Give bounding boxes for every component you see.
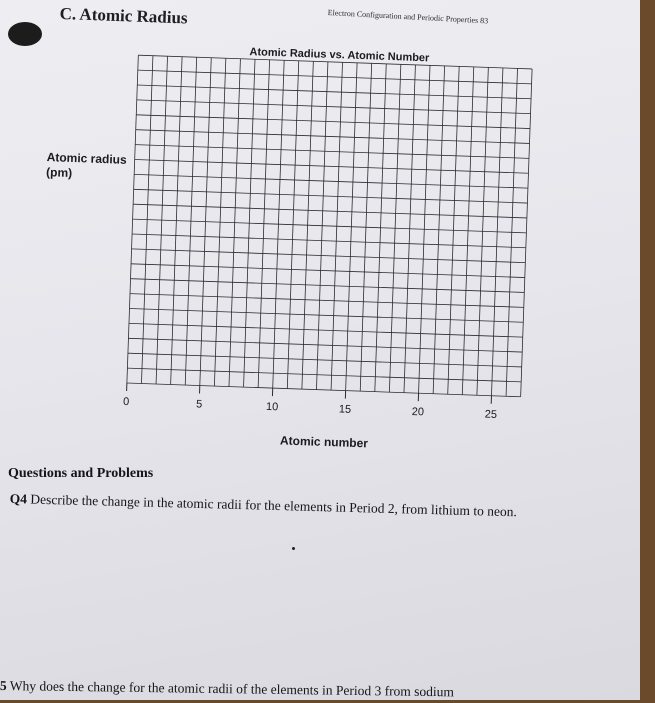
grid-line-horizontal: [134, 174, 528, 188]
question-4-number: Q4: [10, 491, 28, 506]
grid-line-horizontal: [134, 189, 528, 203]
grid-line-horizontal: [138, 55, 532, 69]
grid-line-horizontal: [131, 279, 525, 293]
grid-line-horizontal: [136, 115, 530, 129]
grid-line-horizontal: [136, 130, 530, 144]
grid-line-horizontal: [133, 219, 527, 233]
x-tick-label: 10: [266, 401, 279, 413]
grid-line-horizontal: [130, 294, 524, 308]
x-tick-label: 15: [339, 403, 352, 415]
question-5-number: 5: [0, 678, 7, 693]
x-tick-label: 20: [412, 406, 425, 418]
chart-title: Atomic Radius vs. Atomic Number: [249, 46, 429, 64]
grid-line-horizontal: [135, 145, 529, 159]
question-4: [10, 490, 570, 522]
x-axis-label: Atomic number: [280, 433, 368, 450]
question-4-text: Describe the change in the atomic radii for the elements in Period 2, from lithium to neon.: [30, 492, 517, 520]
grid-line-horizontal: [127, 383, 521, 397]
grid-line-horizontal: [135, 159, 529, 173]
grid-line-horizontal: [129, 323, 523, 337]
x-tick-label: 25: [484, 409, 497, 421]
running-head: Electron Configuration and Periodic Properties 83: [328, 8, 489, 25]
grid-line-horizontal: [128, 338, 522, 352]
pen-mark: [292, 547, 295, 550]
x-tick-label: 0: [123, 396, 130, 408]
grid-line-horizontal: [137, 85, 531, 99]
grid-line-horizontal: [137, 100, 531, 114]
y-axis-label: Atomic radius (pm): [46, 150, 137, 183]
grid-line-horizontal: [127, 368, 521, 382]
grid-line-horizontal: [138, 70, 532, 84]
grid-line-horizontal: [132, 249, 526, 263]
grid-line-horizontal: [128, 353, 522, 367]
questions-heading: Questions and Problems: [8, 466, 153, 482]
grid-line-horizontal: [129, 308, 523, 322]
grid-line-horizontal: [133, 204, 527, 218]
question-5-text: Why does the change for the atomic radii of the elements in Period 3 from sodium: [10, 678, 454, 699]
grid-line-horizontal: [132, 234, 526, 248]
section-title: C. Atomic Radius: [59, 4, 188, 28]
grid-line-horizontal: [131, 264, 525, 278]
x-tick-label: 5: [196, 398, 203, 410]
question-5: [0, 678, 650, 703]
